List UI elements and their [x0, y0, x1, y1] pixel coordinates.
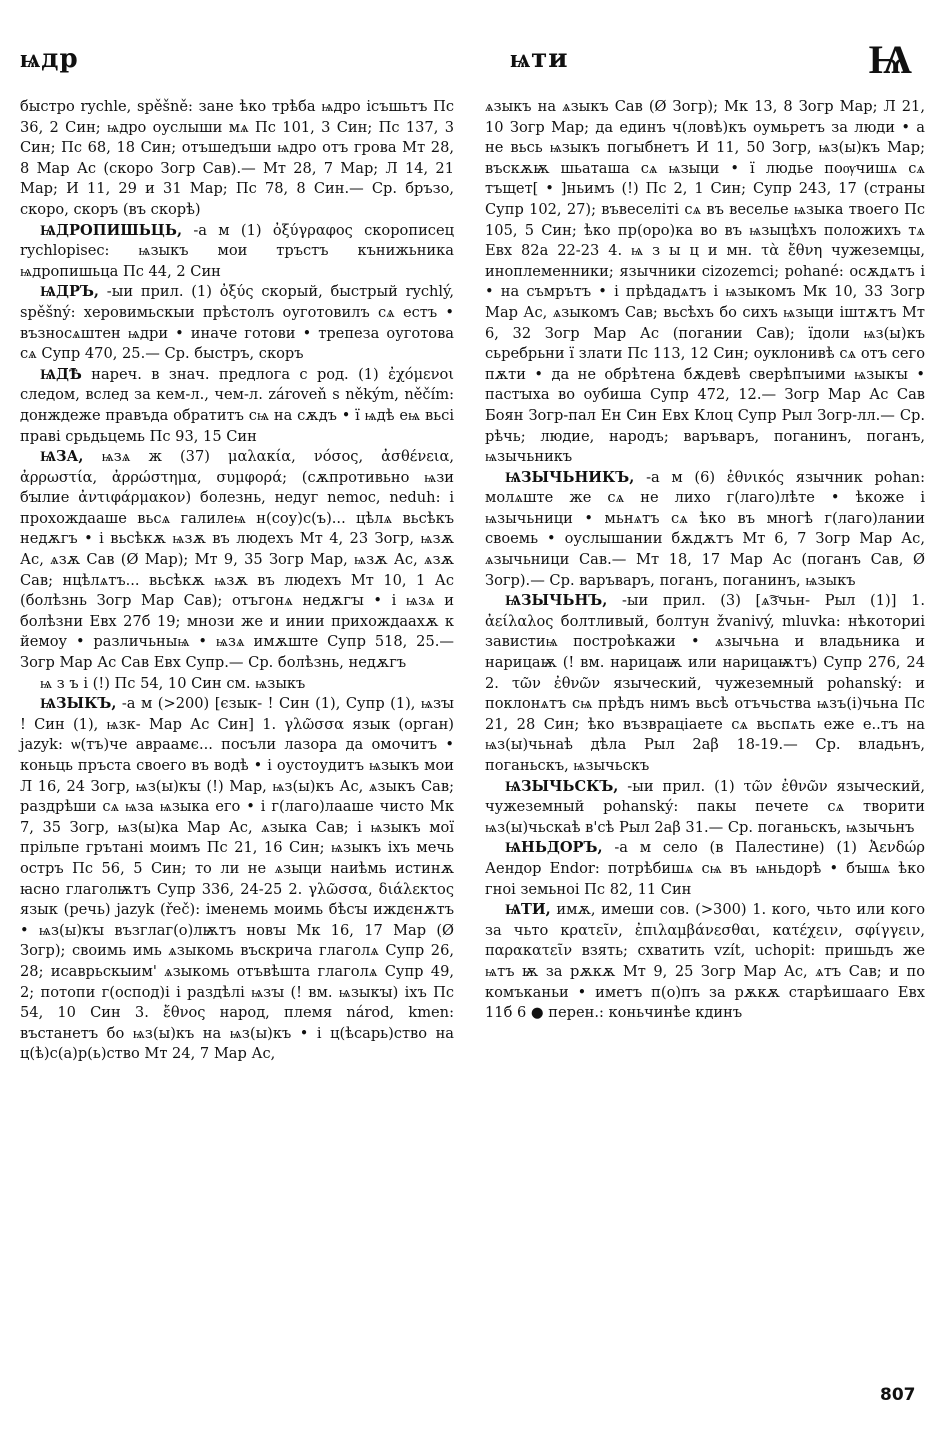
entry-body: ѩ з ъ і (!) Пс 54, 10 Син см. ѩзыкъ	[40, 674, 306, 692]
headword: ѨНЬДОРЪ,	[505, 839, 603, 857]
page-number: 807	[880, 1385, 916, 1405]
headword: ѨЗЫЧЬСКЪ,	[505, 777, 619, 795]
dictionary-entry	[20, 282, 454, 364]
entry-body: -ыи прил. (1) ὀξύς скорый, быстрый rychlý, spěšný: херовимьскыи прѣстолъ оуготовилъ сѧ естъ • възносѧштен ѩдри • иначе готови • трепеза оуготова сѧ Супр 470, 25.— Ср. быстръ, скоръ	[20, 283, 455, 363]
headword: ѨТИ,	[505, 901, 551, 919]
entry-body: ѧзыкъ на ѧзыкъ Сав (Ø Зогр); Мк 13, 8 Зогр Мар; Л 21, 10 Зогр Мар; да единъ ч(ловѣ)къ оумьретъ за люди • а не вьсь ѩзыкъ погыбнетъ И 11, 50 Зогр, ѩз(ы)къ Мар; въскѫѭ шьаташа сѧ ѩзыци • ї людье поѹчишѧ сѧ тъщет[ • ]ньимъ (!) Пс 2, 1 Син; Супр 243, 17 (страны Супр 102, 27); въвеселіті сѧ въ веселье ѩзыка твоего Пс 105, 5 Син; ѣко пр(оро)ка во въ ѩзыцѣхъ положихъ тѧ Евх 82а 22-23 4. ѩ з ы ц и мн. τὰ ἔθνη чужеземцы, иноплеменники; язычники cizozemci; pohané: осѫдѧтъ і • на съмрътъ • і прѣдадѧтъ і ѩзыкомъ Мк 10, 33 Зогр Мар Ас, ѧзыкомъ Сав; вьсѣхъ бо сихъ ѩзыци іштѫтъ Мт 6, 32 Зогр Мар Ас (погании Сав); їдоли ѩз(ы)къ сьребрьни ї злати Пс 113, 12 Син; оуклонивѣ сѧ отъ сего пѫти • да не обрѣтена бѫдевѣ сверѣпꙑими ѩзыкꙑ • пастꙑха во оубиша Супр 472, 12.— Зогр Мар Ас Сав Боян Зогр-пал Ен Син Евх Клоц Супр Рыл Зогр-лл.— Ср. рѣчь; людие, народъ; варъваръ, поганинъ, поганъ, ѩзычьникъ	[485, 98, 925, 466]
dictionary-entry	[20, 447, 454, 674]
headword: ѨДѢ	[40, 365, 82, 383]
dictionary-entry	[485, 900, 925, 1024]
entry-body: -а м (6) ἐθνικός язычник pohan: молѧште же сѧ не лихо г(лаго)лѣте • ѣкоже і ѩзычьници • мьнѧтъ сѧ ѣко въ многѣ г(лаго)лании своемь • оуслышании бѫдѫтъ Мт 6, 7 Зогр Мар Ас, ѧзычьници Сав.— Мт 18, 17 Мар Ас (поганъ Сав, Ø Зогр).— Ср. варъваръ, поганъ, поганинъ, ѩзыкъ	[485, 468, 925, 589]
dictionary-entry	[485, 838, 925, 900]
entry-body: имѫ, имеши сов. (>300) 1. кого, чьто или кого за чьто κρατεῖν, ἐπιλαμβάνεσθαι, κατέχειν, σφίγγειν, παρακατεῖν взять; схватить vzít, uchopit: пришьдъ же ѩтъ ѭ за рѫкѫ Мт 9, 25 Зогр Мар Ас, ѧтъ Сав; и по комъканьи • иметъ п(о)пъ за рѫкѫ старѣишаагo Евх 11б 6 ● перен.: коньчинѣе кдинъ	[485, 901, 926, 1022]
right-column	[485, 97, 925, 1024]
left-column	[20, 97, 454, 1065]
dictionary-entry	[485, 777, 925, 839]
entry-body: -а м (1) ὀξύγραφος скорописец rychlopisec: ѩзыкъ мои тръстъ кънижьника ѩдропишьца Пс 44, 2 Син	[20, 221, 454, 280]
entry-text	[485, 97, 925, 468]
entry-text	[20, 674, 454, 695]
entry-body: нареч. в знач. предлога с род. (1) ἐχόμενοι следом, вслед за кем-л., чем-л. zároveň s někým, něčím: донждеже правъда обратитъ сѩ на сѫдъ • ї ѩдѣ еѩ вьсі праві срьдьцемь Пс 93, 15 Син	[20, 365, 454, 445]
entry-body: быстро rychle, spěšně: зане ѣко трѣба ѩдро ісъшьтъ Пс 36, 2 Син; ѩдро оуслыши мѧ Пс 101, 3 Син; Пс 137, 3 Син; Пс 68, 18 Син; отъшедъши ѩдро отъ грова Мт 28, 8 Мар Ас (скоро Зогр Сав).— Мт 28, 7 Мар; Л 14, 21 Мар; И 11, 29 и 31 Мар; Пс 78, 8 Син.— Ср. бръзо, скоро, скоръ (въ скорѣ)	[20, 98, 454, 218]
dictionary-entry	[20, 221, 454, 283]
entry-text	[20, 97, 454, 221]
entry-body: -а м (>200) [єзык- ! Син (1), Супр (1), ѩзꙑ ! Син (1), ѩзк- Мар Ас Син] 1. γλῶσσα язык (орган) jazyk: ѡ(тъ)че авраамє... посъли лазора да омочитъ • коньць пръста своего въ водѣ • і оустоудитъ ѩзыкъ мои Л 16, 24 Зогр, ѩз(ы)кꙑ (!) Мар, ѩз(ы)къ Ас, ѧзыкъ Сав; раздрѣши сѧ ѩза ѩзыка его • і г(лаго)лааше чисто Мк 7, 35 Зогр, ѩз(ы)ка Мар Ас, ѧзыка Сав; і ѩзыкъ мої прільпе грътані моимъ Пс 21, 16 Син; ѩзыкъ іхъ мечь остръ Пс 56, 5 Син; то ли не ѧзыци наиѣмь истинѫ ꙗсно глаголѭтъ Супр 336, 24-25 2. γλῶσσα, διάλεκτος язык (речь) jazyk (řeč): іменемь моимь бѣсꙑ иждєнѫтъ • ѩз(ы)кꙑ възглаг(о)лѭтъ новꙑ Мк 16, 17 Мар (Ø Зогр); своимь имь ѧзыкомь въскрича глаголѧ Супр 26, 28; исаврьскыим' ѧзыкомь отъвѣшта глаголѧ Супр 49, 2; потопи г(оспод)і і раздѣлі ѩзꙑ (! вм. ѩзыкꙑ) іхъ Пс 54, 10 Син 3. ἔθνος народ, племя národ, kmen: въстанетъ бо ѩз(ы)къ на ѩз(ы)къ • і ц(ѣсарь)ство на ц(ѣ)с(а)р(ь)ство Мт 24, 7 Мар Ас,	[20, 695, 454, 1063]
headword: ѨЗЫЧЬНИКЪ,	[505, 468, 635, 486]
headword: ѨДРОПИШЬЦЬ,	[40, 221, 183, 239]
headword: ѨЗЫКЪ,	[40, 695, 117, 713]
headword: ѨДРЪ,	[40, 283, 100, 301]
section-letter: Ѩ	[868, 36, 913, 83]
entry-body: ѩзѧ ж (37) μαλακία, νόσος, ἀσθένεια, ἀρρωστία, ἀρρώστημα, συμφορά; (сѫпротивьно ѩзи бꙑлие ἀντιφάρμακον) болезнь, недуг nemoc, neduh: і прохождааше вьсѧ галилеѩ н(соу)с(ъ)... цѣлѧ вьсѣкъ недѫгъ • і вьсѣкѫ ѩзѫ въ людехъ Мт 4, 23 Зогр, ѩзѫ Ас, ѧзѫ Сав (Ø Мар); Мт 9, 35 Зогр Мар, ѩзѫ Ас, ѧзѫ Сав; нцѣлѧтъ... вьсѣкѫ ѩзѫ въ людехъ Мт 10, 1 Ас (болѣзнь Зогр Мар Сав); отъгонѧ недѫгꙑ • і ѩзѧ и болѣзни Евх 27б 19; мнози же и инии прихождаахѫ к йемоу • различьныѩ • ѩзѧ имѫште Супр 518, 25.— Зогр Мар Ас Сав Евх Супр.— Ср. болѣзнь, недѫгъ	[20, 448, 454, 672]
running-head-center: ѩти	[510, 44, 569, 74]
headword: ѨЗЫЧЬНЪ,	[505, 592, 608, 610]
entry-body: -ыи прил. (3) [ѧ͠зчьн- Рыл (1)] 1. ἀείλαλος болтливый, болтун žvanivý, mluvka: нѣкоториі завистиѩ построѣкажи • ѧзычьна и владьника и нарицаѭ (! вм. нарицаѭ или нарицаѭтъ) Супр 276, 24 2. τῶν ἐθνῶν языческий, чужеземный pohanský: и поклонѧтъ сѩ прѣдъ нимъ вьсѣ отъчьства ѩзъ(і)чьна Пс 21, 28 Син; ѣко възвраціаете сѧ вьспѧть еже е..тъ на ѩз(ы)чьнаѣ дѣла Рыл 2аβ 18-19.— Ср. владьнъ, поганьскъ, ѩзычьскъ	[485, 592, 925, 774]
dictionary-entry	[485, 591, 925, 776]
running-head-left: ѩдр	[20, 44, 79, 74]
entry-body: -а м село (в Палестине) (1) Ἀενδώρ Аендор Endor: потрѣбишѧ сѩ въ ѩньдорѣ • бꙑшѧ ѣко гноі земьноі Пс 82, 11 Син	[485, 839, 926, 898]
dictionary-entry	[485, 468, 925, 592]
dictionary-entry	[20, 365, 454, 447]
dictionary-entry	[20, 694, 454, 1065]
entry-body: -ыи прил. (1) τῶν ἐθνῶν языческий, чужеземный pohanský: пакы печете сѧ творити ѩз(ы)чьскаѣ в'сѣ Рыл 2аβ 31.— Ср. поганьскъ, ѩзычьнъ	[485, 777, 926, 836]
headword: ѨЗА,	[40, 448, 84, 466]
